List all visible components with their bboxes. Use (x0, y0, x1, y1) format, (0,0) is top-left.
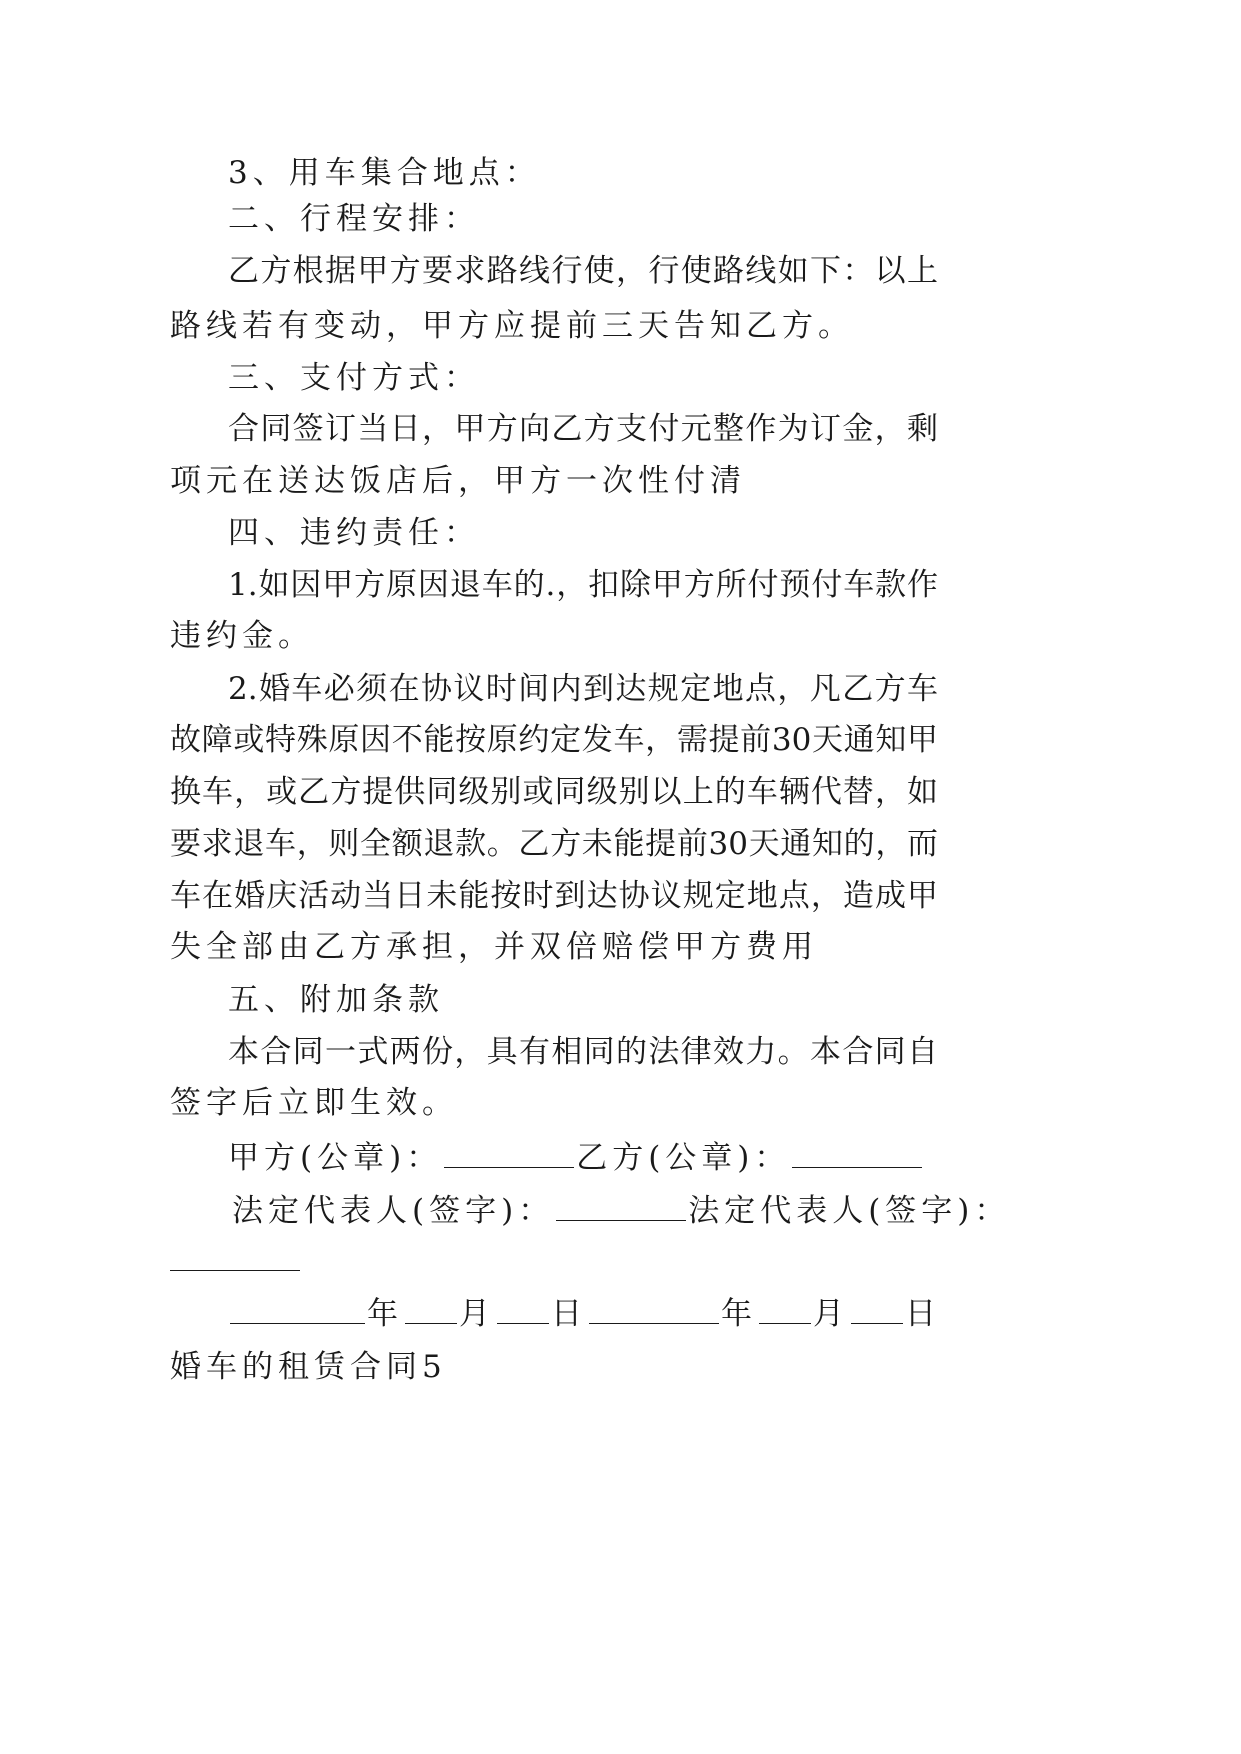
section-2-heading: 二、行程安排： (228, 201, 480, 237)
section-3-heading: 三、支付方式： (228, 360, 480, 396)
rep-b-signature-blank[interactable] (170, 1270, 300, 1271)
paragraph-line: 换车，或乙方提供同级别或同级别以上的车辆代替，如 (170, 774, 938, 810)
day-label: 日 (551, 1296, 587, 1332)
month-label: 月 (813, 1296, 849, 1332)
paragraph-line: 签字后立即生效。 (170, 1085, 458, 1121)
paragraph-line: 路线若有变动，甲方应提前三天告知乙方。 (170, 308, 854, 344)
party-b-day-blank[interactable] (851, 1293, 903, 1324)
paragraph-line: 2.婚车必须在协议时间内到达规定地点，凡乙方车 (228, 671, 938, 707)
section-4-heading: 四、违约责任： (228, 515, 480, 551)
month-label: 月 (459, 1296, 495, 1332)
paragraph-line: 车在婚庆活动当日未能按时到达协议规定地点，造成甲 (170, 878, 938, 914)
party-a-label: 甲方(公章)： (228, 1140, 443, 1176)
party-b-seal-blank[interactable] (792, 1137, 922, 1168)
paragraph-line: 1.如因甲方原因退车的.，扣除甲方所付预付车款作 (228, 567, 938, 603)
rep-b-label: 法定代表人(签字)： (688, 1193, 1011, 1229)
paragraph-line: 本合同一式两份，具有相同的法律效力。本合同自 (228, 1034, 938, 1070)
party-b-label: 乙方(公章)： (576, 1140, 791, 1176)
next-contract-title: 婚车的租赁合同5 (170, 1349, 447, 1385)
item-3-assembly-point: 3、用车集合地点： (228, 155, 541, 191)
paragraph-line: 项元在送达饭店后，甲方一次性付清 (170, 463, 746, 499)
year-label: 年 (721, 1296, 757, 1332)
party-b-year-blank[interactable] (589, 1293, 719, 1324)
party-b-month-blank[interactable] (759, 1293, 811, 1324)
representative-signature-row (232, 1190, 1010, 1231)
paragraph-line: 要求退车，则全额退款。乙方未能提前30天通知的，而 (170, 826, 938, 862)
rep-a-signature-blank[interactable] (556, 1190, 686, 1221)
date-row (228, 1293, 941, 1334)
party-a-seal-blank[interactable] (444, 1137, 574, 1168)
party-a-month-blank[interactable] (405, 1293, 457, 1324)
paragraph-line: 合同签订当日，甲方向乙方支付元整作为订金，剩 (228, 411, 938, 447)
paragraph-line: 失全部由乙方承担，并双倍赔偿甲方费用 (170, 929, 818, 965)
party-a-day-blank[interactable] (497, 1293, 549, 1324)
rep-a-label: 法定代表人(签字)： (232, 1193, 555, 1229)
paragraph-line: 乙方根据甲方要求路线行使，行使路线如下：以上 (228, 253, 938, 289)
party-a-year-blank[interactable] (230, 1293, 365, 1324)
paragraph-line: 违约金。 (170, 618, 314, 654)
paragraph-line: 故障或特殊原因不能按原约定发车，需提前30天通知甲 (170, 722, 938, 758)
day-label: 日 (905, 1296, 941, 1332)
section-5-heading: 五、附加条款 (228, 982, 444, 1018)
party-signature-row (228, 1137, 924, 1178)
year-label: 年 (367, 1296, 403, 1332)
